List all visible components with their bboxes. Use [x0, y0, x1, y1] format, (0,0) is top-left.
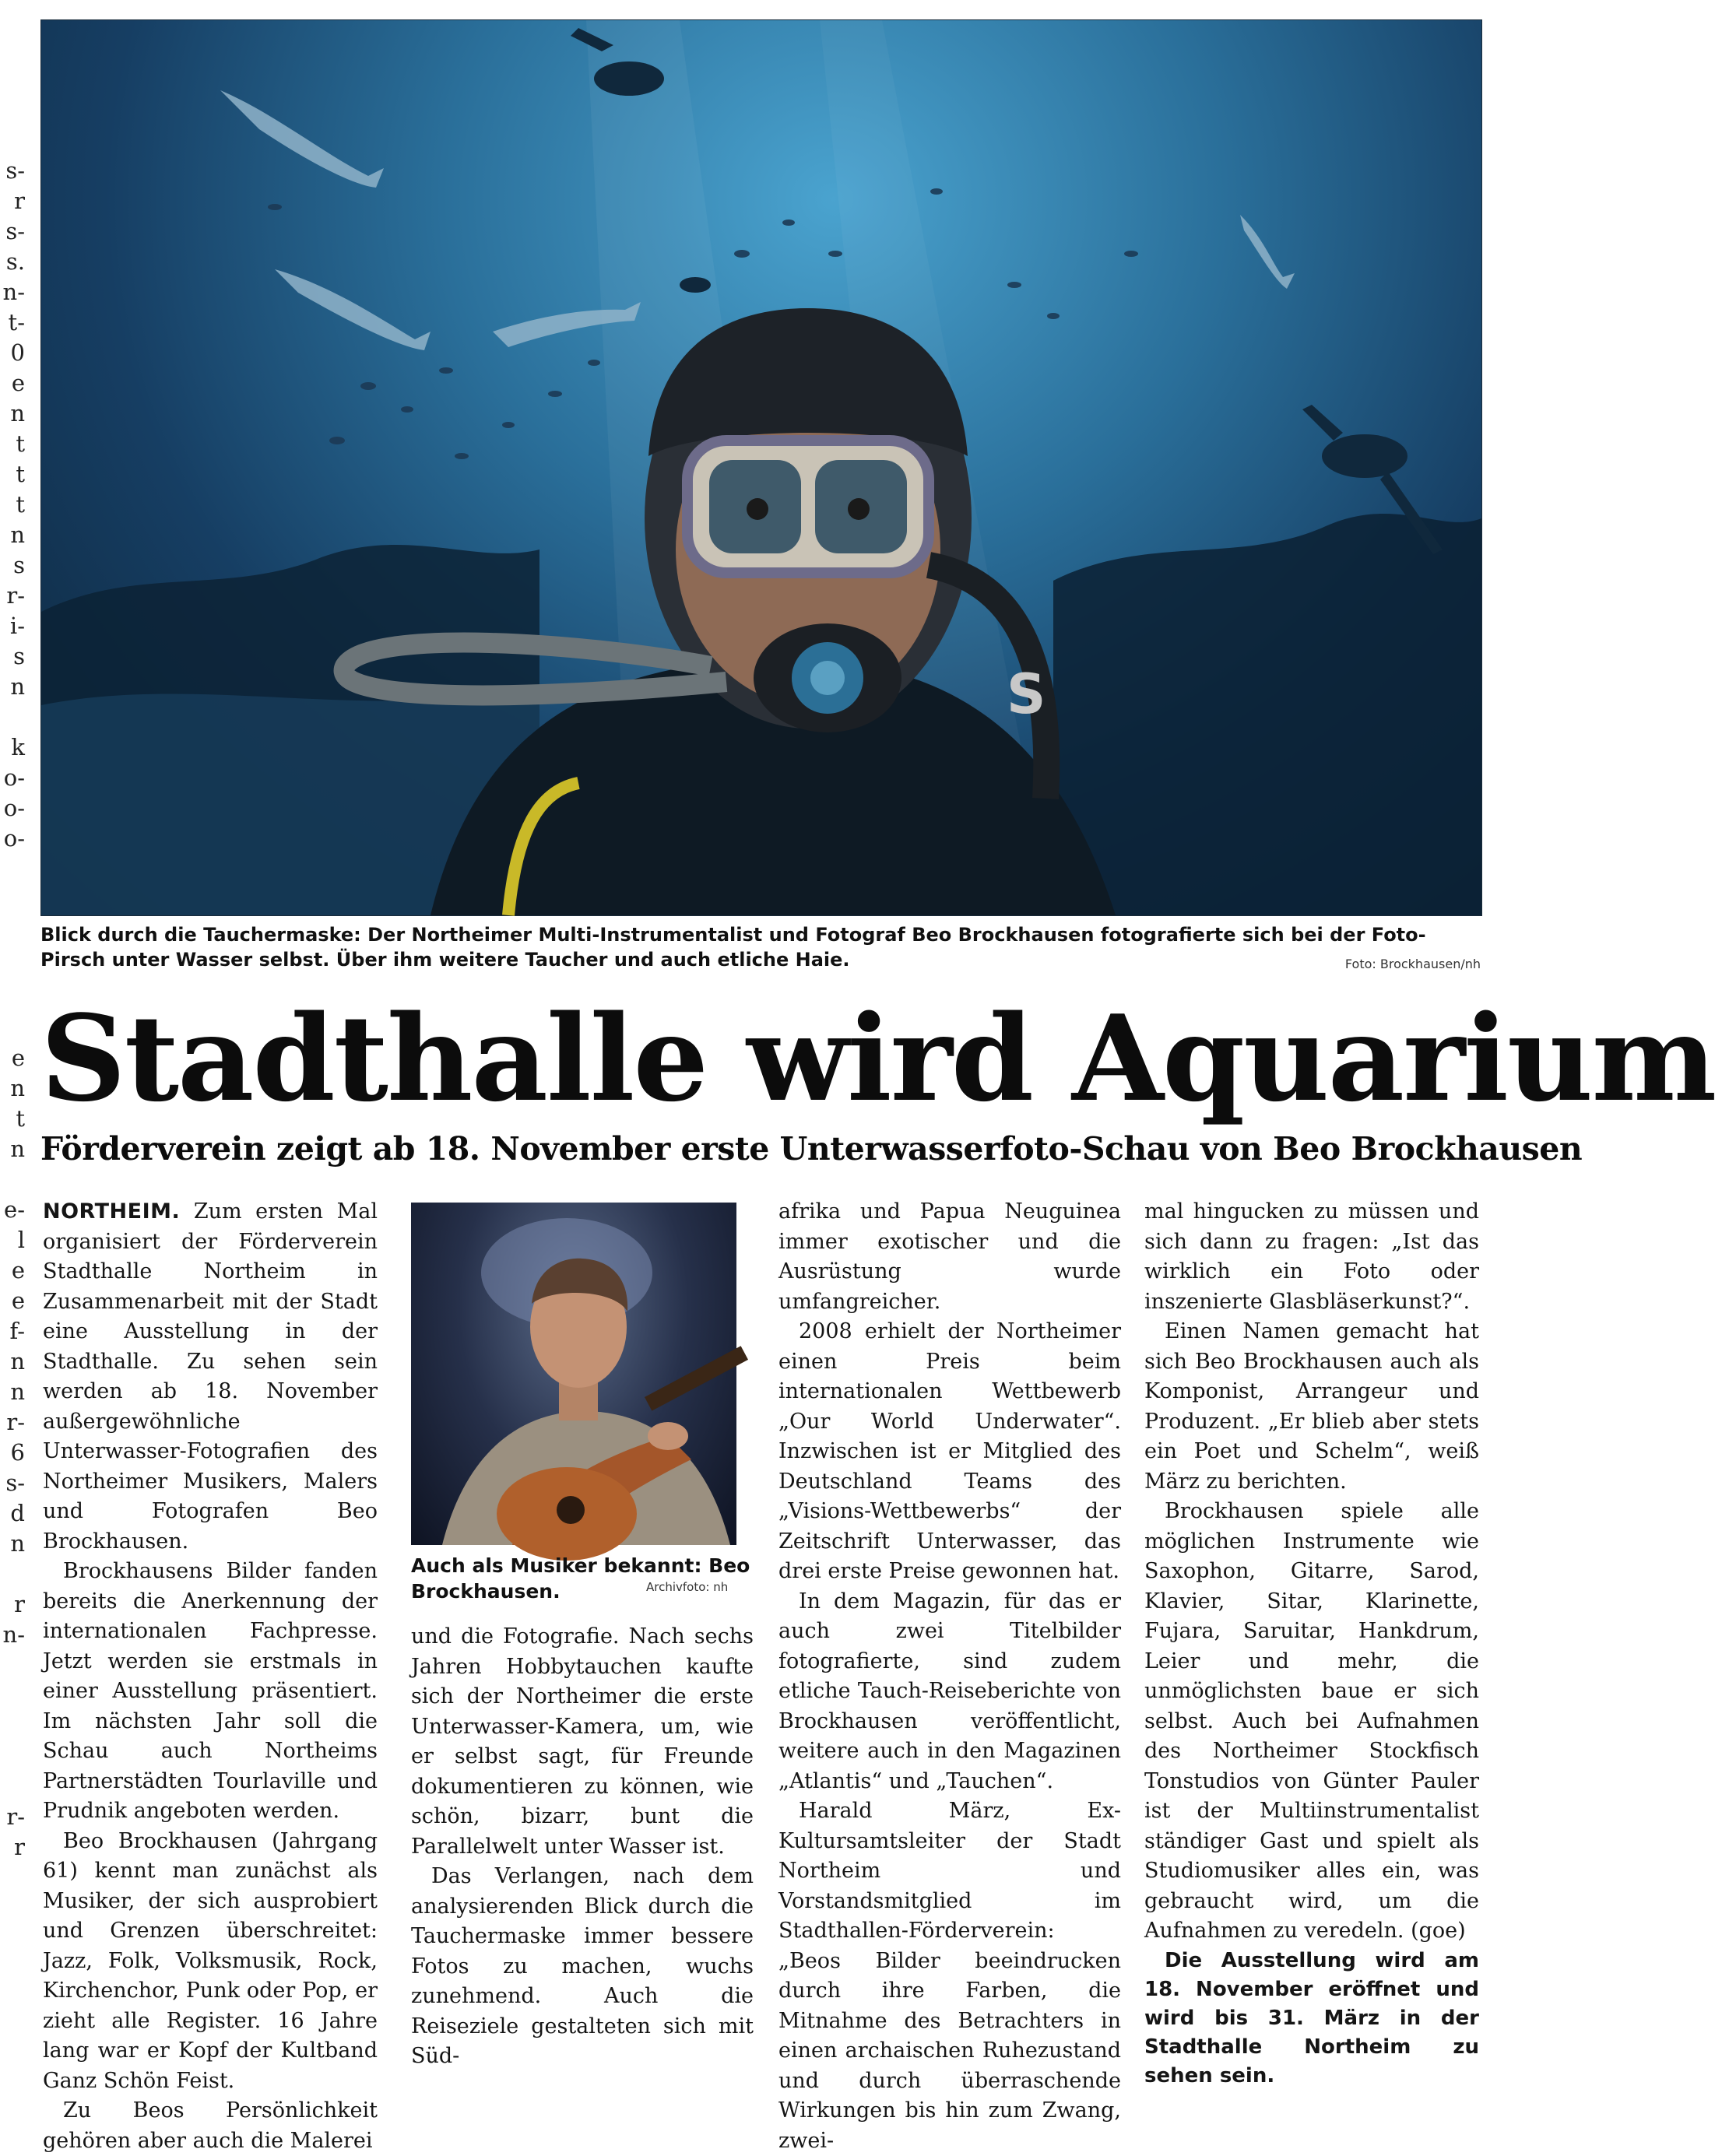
- musician-photo: [411, 1203, 736, 1545]
- edge-fragment-line: t-: [8, 309, 25, 335]
- edge-fragment-line: n: [10, 1136, 25, 1162]
- edge-fragment-line: e-: [4, 1196, 25, 1223]
- subheadline: Förderverein zeigt ab 18. November erste Unterwasserfoto-Schau von Beo Brockhausen: [40, 1130, 1583, 1168]
- edge-fragment-line: o-: [3, 764, 25, 791]
- edge-fragment-line: k: [11, 734, 25, 760]
- edge-fragment-line: t: [16, 461, 25, 487]
- edge-fragment-line: s: [13, 552, 25, 578]
- edge-fragment-line: d: [10, 1500, 25, 1526]
- paragraph: In dem Magazin, für das er auch zwei Titelbilder fotografierte, sind zudem etliche Tauch-Reiseberichte von Brockhausen veröffentlicht, weitere auch in den Magazinen „Atlantis“ und „Tauchen“.: [778, 1589, 1121, 1793]
- paragraph: 2008 erhielt der Northeimer einen Preis beim internationalen Wettbewerb „Our World Underwater“. Inzwischen ist er Mitglied des Deutschland Teams des „Visions-Wettbewerbs“ der Zeitschrift Unterwasser, das drei erste Preise gewonnen hat.: [778, 1319, 1121, 1583]
- edge-fragment-bottom: [0, 1043, 28, 1863]
- edge-fragment-line: n-: [2, 1621, 25, 1648]
- edge-fragment-line: [0, 1711, 28, 1741]
- edge-fragment-line: e: [11, 1257, 25, 1283]
- edge-fragment-line: n: [10, 673, 25, 700]
- paragraph: Harald März, Ex-Kultursamtsleiter der Stadt Northeim und Vorstandsmitglied im Stadthallen-Förderverein: „Beos Bilder beeindrucken durch ihre Farben, die Mitnahme des Betrachters in einen archaischen Ruhezustand und durch überraschende Wirkungen bis hin zum Zwang, zwei-: [778, 1799, 1121, 2153]
- edge-fragment-line: r: [14, 1834, 25, 1860]
- edge-fragment-line: n: [10, 521, 25, 548]
- edge-fragment-line: s-: [5, 218, 25, 244]
- svg-text:S: S: [1007, 662, 1046, 726]
- edge-fragment-line: n: [10, 1348, 25, 1375]
- photo-caption: Blick durch die Tauchermaske: Der Northeimer Multi-Instrumentalist und Fotograf Beo Brockhausen fotografierte sich bei der Foto-Pirsch unter Wasser selbst. Über ihm weitere Taucher und auch etliche Haie.: [40, 924, 1426, 971]
- headline: Stadthalle wird Aquarium: [40, 988, 1715, 1128]
- inset-caption: Auch als Musiker bekannt: Beo Brockhausen.: [411, 1554, 750, 1603]
- exhibition-info: Die Ausstellung wird am 18. November eröffnet und wird bis 31. März in der Stadthalle Northeim zu sehen sein.: [1144, 1948, 1479, 2088]
- edge-fragment-line: o-: [3, 825, 25, 852]
- edge-fragment-line: n-: [2, 279, 25, 305]
- edge-fragment-line: t: [16, 491, 25, 518]
- edge-fragment-line: [0, 1772, 28, 1802]
- paragraph: Brockhausens Bilder fanden bereits die Anerkennung der internationalen Fachpresse. Jetzt werden sie erstmals in einer Ausstellung präsentiert. Im nächsten Jahr soll die Schau auch Northeims Partnerstädten Tourlaville und Prudnik angeboten werden.: [43, 1559, 378, 1823]
- edge-fragment-line: s-: [5, 157, 25, 184]
- edge-fragment-line: [0, 1741, 28, 1772]
- edge-fragment-line: 6: [10, 1439, 25, 1466]
- paragraph: und die Fotografie. Nach sechs Jahren Hobbytauchen kaufte sich der Northeimer die erste Unterwasser-Kamera, um, wie er selbst sagt, für Freunde dokumentieren zu können, wie schön, bizarr, bunt die Parallelwelt unter Wasser ist.: [411, 1624, 754, 1859]
- guitarist-illustration: [411, 1203, 736, 1545]
- article-column-3: [778, 1197, 1121, 2156]
- edge-fragment-line: [0, 1680, 28, 1711]
- edge-fragment-line: [0, 1559, 28, 1589]
- dateline: NORTHEIM.: [43, 1199, 181, 1224]
- photo-credit: Foto: Brockhausen/nh: [1344, 957, 1481, 971]
- edge-fragment-line: n: [10, 1378, 25, 1405]
- article-column-1: [43, 1197, 378, 2156]
- paragraph-text: Zum ersten Mal organisiert der Förderverein Stadthalle Northeim in Zusammenarbeit mit der Stadt eine Ausstellung in der Stadthalle. Zu sehen sein werden ab 18. November außergewöhnliche Unterwasser-Fotografien des Northeimer Musikers, Malers und Fotografen Beo Brockhausen.: [43, 1199, 378, 1554]
- article-column-4: [1144, 1197, 1479, 2091]
- edge-fragment-line: s: [13, 643, 25, 669]
- paragraph: [43, 1197, 378, 1557]
- paragraph: Zu Beos Persönlichkeit gehören aber auch die Malerei: [43, 2098, 378, 2153]
- edge-fragment-line: i-: [9, 613, 25, 639]
- edge-fragment-line: n: [10, 1530, 25, 1557]
- edge-fragment-line: t: [16, 430, 25, 457]
- edge-fragment-line: f-: [9, 1318, 25, 1344]
- paragraph: Brockhausen spiele alle möglichen Instrumente wie Saxophon, Gitarre, Sarod, Klavier, Sitar, Klarinette, Fujara, Saruitar, Hankdrum, Leier und mehr, die unmöglichsten baue er sich selbst. Auch bei Aufnahmen des Northeimer Stockfisch Tonstudios von Günter Pauler ist der Multiinstrumentalist ständiger Gast und spielt als Studiomusiker alles ein, was gebraucht wird, um die Aufnahmen zu veredeln. (goe): [1144, 1499, 1479, 1943]
- edge-fragment-line: r: [14, 1591, 25, 1617]
- edge-fragment-line: n: [10, 400, 25, 427]
- paragraph: Das Verlangen, nach dem analysierenden Blick durch die Tauchermaske immer bessere Fotos zu machen, wuchs zunehmend. Auch die Reiseziele gestalteten sich mit Süd-: [411, 1864, 754, 2068]
- edge-fragment-line: l: [17, 1227, 25, 1253]
- edge-fragment-line: [0, 1650, 28, 1680]
- article-column-2: [411, 1622, 754, 2072]
- edge-fragment-line: n: [10, 1075, 25, 1101]
- inset-credit: Archivfoto: nh: [646, 1580, 729, 1594]
- edge-fragment-line: o-: [3, 795, 25, 821]
- paragraph: Einen Namen gemacht hat sich Beo Brockhausen auch als Komponist, Arrangeur und Produzent. „Er blieb aber stets ein Poet und Schelm“, weiß März zu berichten.: [1144, 1319, 1479, 1494]
- main-photo: [40, 19, 1482, 916]
- edge-fragment-top: [0, 156, 28, 854]
- underwater-diver-illustration: [41, 20, 1481, 915]
- edge-fragment-line: e: [11, 1287, 25, 1314]
- paragraph: mal hingucken zu müssen und sich dann zu fragen: „Ist das wirklich ein Foto oder inszenierte Glasbläserkunst?“.: [1144, 1199, 1479, 1314]
- edge-fragment-line: 0: [10, 339, 25, 366]
- edge-fragment-line: e: [11, 370, 25, 396]
- edge-fragment-line: r: [14, 188, 25, 214]
- edge-fragment-line: e: [11, 1045, 25, 1071]
- edge-fragment-line: r-: [6, 1803, 25, 1830]
- edge-fragment-line: r-: [6, 1409, 25, 1435]
- edge-fragment-line: r-: [6, 582, 25, 609]
- edge-fragment-line: t: [16, 1105, 25, 1132]
- edge-fragment-line: [0, 1164, 28, 1195]
- edge-fragment-line: s.: [5, 248, 25, 275]
- edge-fragment-line: [0, 702, 28, 732]
- paragraph: Beo Brockhausen (Jahrgang 61) kennt man zunächst als Musiker, der sich ausprobiert und Grenzen überschreitet: Jazz, Folk, Volksmusik, Rock, Kirchenchor, Punk oder Pop, er zieht alle Register. 16 Jahre lang war er Kopf der Kultband Ganz Schön Feist.: [43, 1828, 378, 2093]
- edge-fragment-line: s-: [5, 1470, 25, 1496]
- paragraph: afrika und Papua Neuguinea immer exotischer und die Ausrüstung wurde umfangreicher.: [778, 1199, 1121, 1314]
